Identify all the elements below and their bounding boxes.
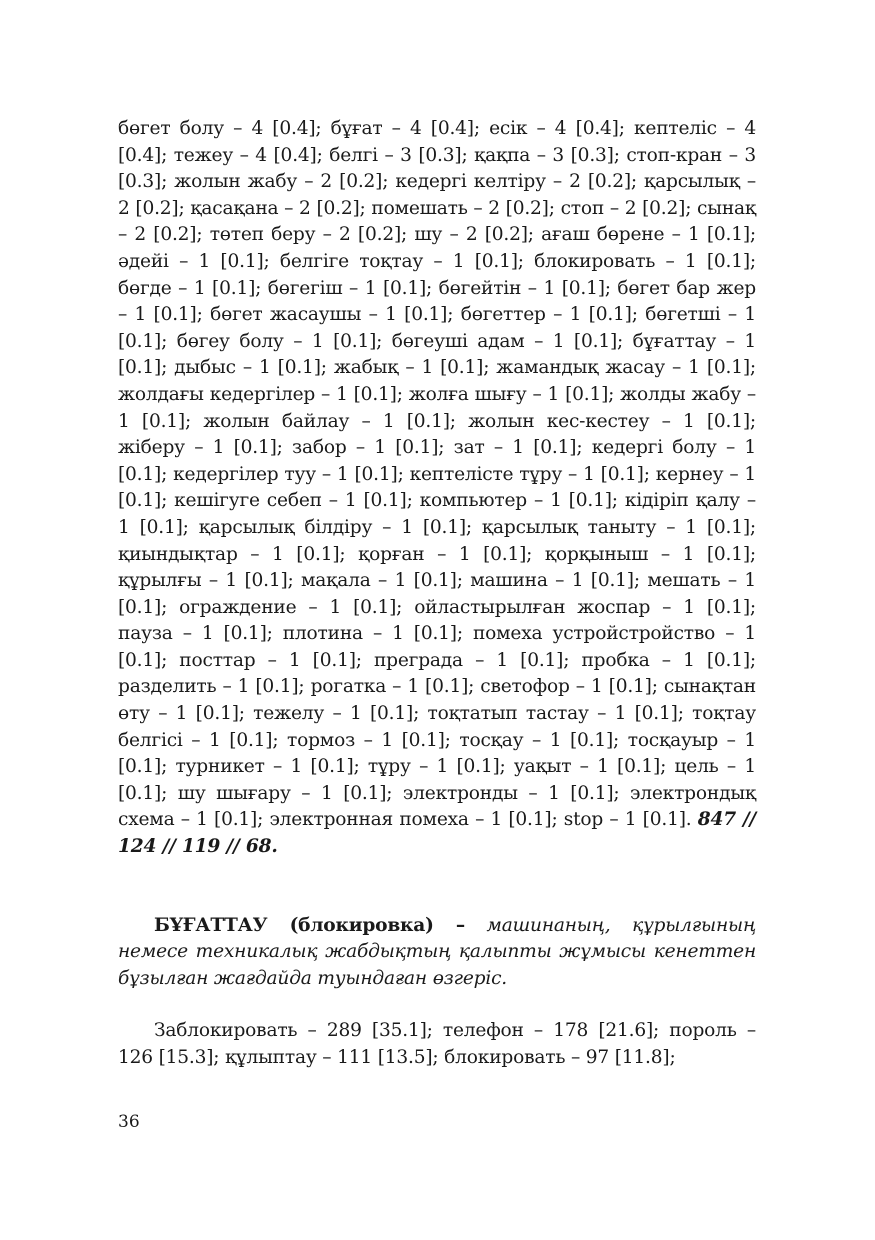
- page-body: [118, 116, 756, 1072]
- page-number: 36: [118, 1112, 140, 1132]
- entry-associations-text: Заблокировать – 289 [35.1]; телефон – 178 [21.6]; пороль – 126 [15.3]; құлыптау – 111 [13.5]; блокировать – 97 [11.8];: [118, 1020, 756, 1068]
- response-statistics: 847 // 124 // 119 // 68.: [118, 809, 757, 858]
- entry-associations-paragraph: [118, 1018, 756, 1071]
- entry-definition: машинаның, құрылғының немесе техникалық жабдықтың қалыпты жұмысы кенеттен бұзылған жағдайда туындаған өзгеріс.: [118, 914, 756, 989]
- dictionary-entry: [118, 913, 756, 993]
- entry-head-word: БҰҒАТТАУ (блокировка) –: [154, 914, 465, 936]
- associations-paragraph: [118, 116, 756, 861]
- associations-text: бөгет болу – 4 [0.4]; бұғат – 4 [0.4]; есік – 4 [0.4]; кептеліс – 4 [0.4]; тежеу – 4 [0.4]; белгі – 3 [0.3]; қақпа – 3 [0.3]; стоп-кран – 3 [0.3]; жолын жабу – 2 [0.2]; кедергі келтіру – 2 [0.2]; қарсылық – 2 [0.2]; қасақана – 2 [0.2]; помешать – 2 [0.2]; стоп – 2 [0.2]; сынақ – 2 [0.2]; төтеп беру – 2 [0.2]; шу – 2 [0.2]; ағаш бөрене – 1 [0.1]; әдейі – 1 [0.1]; белгіге тоқтау – 1 [0.1]; блокировать – 1 [0.1]; бөгде – 1 [0.1]; бөгегіш – 1 [0.1]; бөгейтін – 1 [0.1]; бөгет бар жер – 1 [0.1]; бөгет жасаушы – 1 [0.1]; бөгеттер – 1 [0.1]; бөгетші – 1 [0.1]; бөгеу болу – 1 [0.1]; бөгеуші адам – 1 [0.1]; бұғаттау – 1 [0.1]; дыбыс – 1 [0.1]; жабық – 1 [0.1]; жамандық жасау – 1 [0.1]; жолдағы кедергілер – 1 [0.1]; жолға шығу – 1 [0.1]; жолды жабу – 1 [0.1]; жолын байлау – 1 [0.1]; жолын кес-кестеу – 1 [0.1]; жіберу – 1 [0.1]; забор – 1 [0.1]; зат – 1 [0.1]; кедергі болу – 1 [0.1]; кедергілер туу – 1 [0.1]; кептелісте тұру – 1 [0.1]; кернеу – 1 [0.1]; кешігуге себеп – 1 [0.1]; компьютер – 1 [0.1]; кідіріп қалу – 1 [0.1]; қарсылық білдіру – 1 [0.1]; қарсылық таныту – 1 [0.1]; қиындықтар – 1 [0.1]; қорған – 1 [0.1]; қорқыныш – 1 [0.1]; құрылғы – 1 [0.1]; мақала – 1 [0.1]; машина – 1 [0.1]; мешать – 1 [0.1]; ограждение – 1 [0.1]; ойластырылған жоспар – 1 [0.1]; пауза – 1 [0.1]; плотина – 1 [0.1]; помеха устройстройство – 1 [0.1]; посттар – 1 [0.1]; преграда – 1 [0.1]; пробка – 1 [0.1]; разделить – 1 [0.1]; рогатка – 1 [0.1]; светофор – 1 [0.1]; сынақтан өту – 1 [0.1]; тежелу – 1 [0.1]; тоқтатып тастау – 1 [0.1]; тоқтау белгісі – 1 [0.1]; тормоз – 1 [0.1]; тосқау – 1 [0.1]; тосқауыр – 1 [0.1]; турникет – 1 [0.1]; тұру – 1 [0.1]; уақыт – 1 [0.1]; цель – 1 [0.1]; шу шығару – 1 [0.1]; электронды – 1 [0.1]; электрондық схема – 1 [0.1]; электронная помеха – 1 [0.1]; stop – 1 [0.1].: [118, 118, 756, 831]
